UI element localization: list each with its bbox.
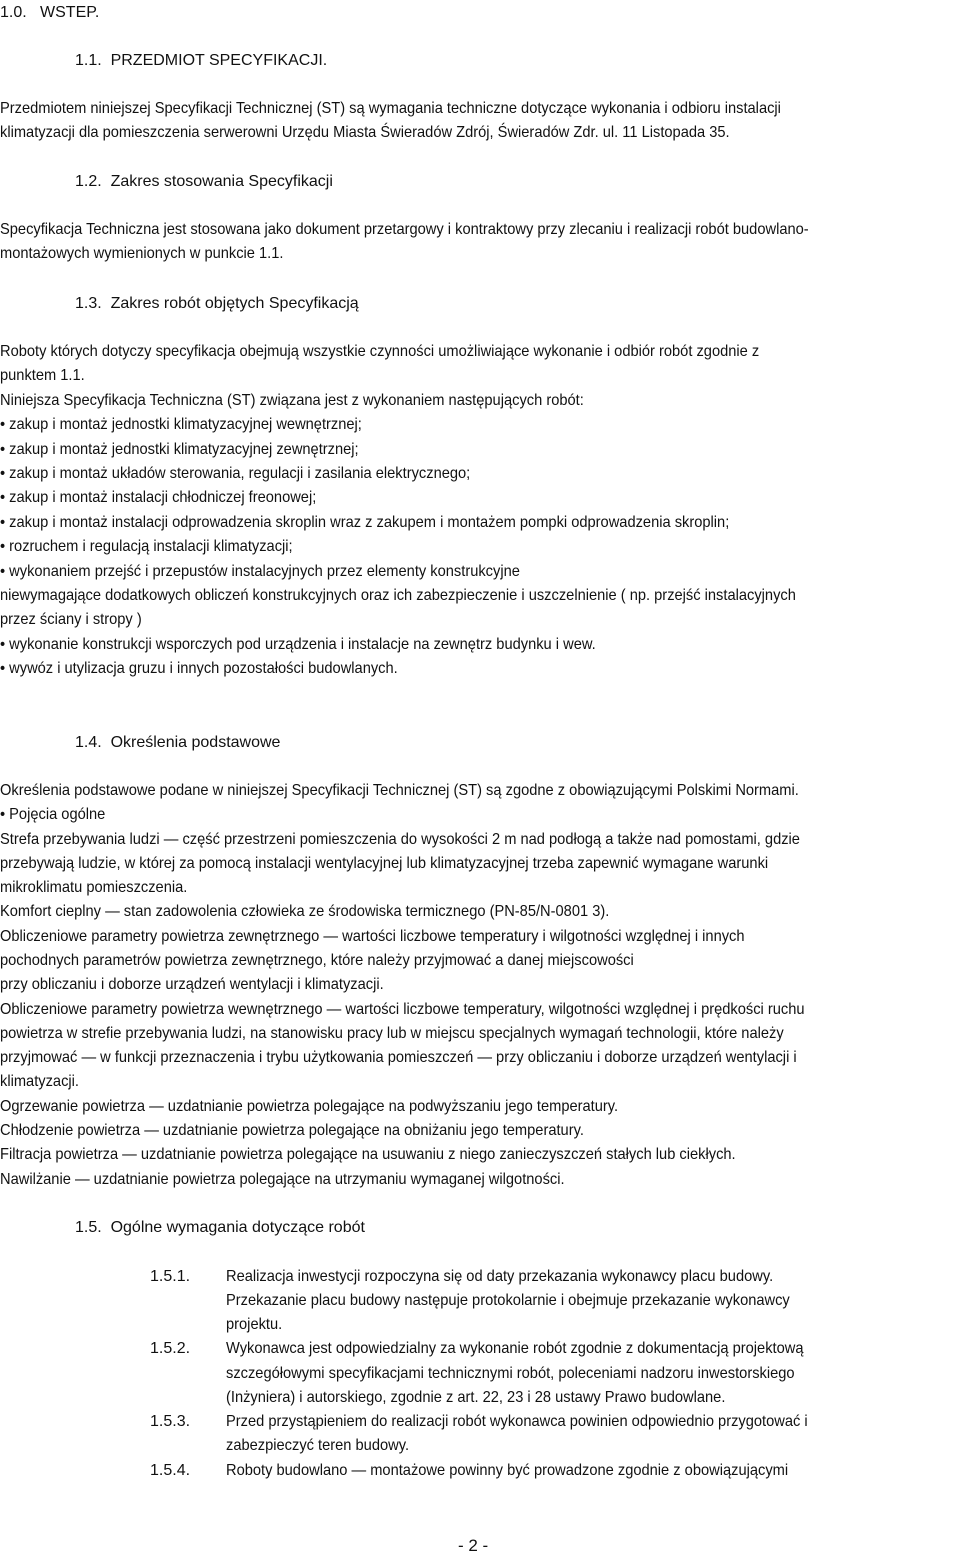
bullet-icon: • (0, 636, 6, 653)
section-title: Ogólne wymagania dotyczące robót (110, 1219, 365, 1236)
bullet-icon: • (0, 416, 6, 433)
section-number: 1.5. (75, 1219, 102, 1236)
paragraph-line: przez ściany i stropy ) (0, 611, 142, 628)
list-item: • zakup i montaż jednostki klimatyzacyjnej wewnętrznej; (0, 416, 362, 433)
definition-line: Komfort cieplny — stan zadowolenia człowieka ze środowiska termicznego (PN-85/N-0801 3). (0, 903, 610, 920)
definition-line: przyjmować — w funkcji przeznaczenia i trybu użytkowania pomieszczeń — przy obliczaniu i doborze urządzeń wentylacji i (0, 1049, 797, 1066)
list-item: • zakup i montaż układów sterowania, regulacji i zasilania elektrycznego; (0, 465, 471, 482)
paragraph-line: Określenia podstawowe podane w niniejszej Specyfikacji Technicznej (ST) są zgodne z obowiązującymi Polskimi Normami. (0, 782, 799, 799)
subsection-number: 1.5.2. (150, 1340, 191, 1357)
bullet-icon: • (0, 465, 6, 482)
subsection-line: Roboty budowlano — montażowe powinny być prowadzone zgodnie z obowiązującymi (226, 1462, 789, 1479)
section-1-3-heading (75, 294, 359, 314)
main-heading-title: WSTEP. (40, 4, 100, 21)
section-1-4-heading (75, 733, 280, 753)
section-1-1-heading (75, 51, 327, 71)
list-item: • Pojęcia ogólne (0, 806, 106, 823)
section-title: Zakres robót objętych Specyfikacją (110, 295, 359, 312)
bullet-icon: • (0, 514, 6, 531)
main-heading (0, 3, 99, 23)
section-title: Określenia podstawowe (110, 734, 281, 751)
definition-line: Obliczeniowe parametry powietrza zewnętrznego — wartości liczbowe temperatury i wilgotności względnej i innych (0, 928, 745, 945)
paragraph-line: montażowych wymienionych w punkcie 1.1. (0, 245, 284, 262)
paragraph-line: Roboty których dotyczy specyfikacja obejmują wszystkie czynności umożliwiające wykonanie i odbiór robót zgodnie z (0, 343, 760, 360)
subsection-number: 1.5.3. (150, 1413, 191, 1430)
bullet-icon: • (0, 441, 6, 458)
section-number: 1.3. (75, 295, 102, 312)
subsection-line: zabezpieczyć teren budowy. (226, 1437, 410, 1454)
paragraph-line: Specyfikacja Techniczna jest stosowana jako dokument przetargowy i kontraktowy przy zlecaniu i realizacji robót budowlano- (0, 221, 809, 238)
list-item: • wykonanie konstrukcji wsporczych pod urządzenia i instalacje na zewnętrz budynku i wew. (0, 636, 596, 653)
definition-line: Filtracja powietrza — uzdatnianie powietrza polegające na usuwaniu z niego zanieczyszczeń stałych lub ciekłych. (0, 1146, 736, 1163)
subsection-line: projektu. (226, 1316, 283, 1333)
subsection-line: (Inżyniera) i autorskiego, zgodnie z art. 22, 23 i 28 ustawy Prawo budowlane. (226, 1389, 726, 1406)
list-item: • zakup i montaż instalacji odprowadzenia skroplin wraz z zakupem i montażem pompki odprowadzenia skroplin; (0, 514, 730, 531)
subsection-line: szczegółowymi specyfikacjami technicznymi robót, poleceniami nadzoru inwestorskiego (226, 1365, 795, 1382)
bullet-icon: • (0, 538, 6, 555)
section-title: Zakres stosowania Specyfikacji (110, 173, 333, 190)
subsection-line: Przekazanie placu budowy następuje protokolarnie i obejmuje przekazanie wykonawcy (226, 1292, 790, 1309)
subsection-number: 1.5.4. (150, 1462, 191, 1479)
definition-line: przy obliczaniu i doborze urządzeń wentylacji i klimatyzacji. (0, 976, 384, 993)
subsection-number: 1.5.1. (150, 1268, 191, 1285)
section-1-5-heading (75, 1218, 365, 1238)
list-item: • wykonaniem przejść i przepustów instalacyjnych przez elementy konstrukcyjne (0, 563, 520, 580)
section-number: 1.1. (75, 52, 102, 69)
list-item: • rozruchem i regulacją instalacji klimatyzacji; (0, 538, 293, 555)
definition-line: mikroklimatu pomieszczenia. (0, 879, 188, 896)
main-heading-number: 1.0. (0, 4, 27, 21)
definition-line: Strefa przebywania ludzi — część przestrzeni pomieszczenia do wysokości 2 m nad podłogą a także nad pomostami, gdzie (0, 831, 800, 848)
definition-line: Obliczeniowe parametry powietrza wewnętrznego — wartości liczbowe temperatury, wilgotności względnej i prędkości ruchu (0, 1001, 805, 1018)
section-number: 1.2. (75, 173, 102, 190)
definition-line: Ogrzewanie powietrza — uzdatnianie powietrza polegające na podwyższaniu jego temperatury. (0, 1098, 619, 1115)
paragraph-line: klimatyzacji dla pomieszczenia serwerowni Urzędu Miasta Świeradów Zdrój, Świeradów Zdr. ul. 11 Listopada 35. (0, 124, 730, 141)
list-item: • zakup i montaż jednostki klimatyzacyjnej zewnętrznej; (0, 441, 359, 458)
definition-line: Nawilżanie — uzdatnianie powietrza polegające na utrzymaniu wymaganej wilgotności. (0, 1171, 565, 1188)
definition-line: Chłodzenie powietrza — uzdatnianie powietrza polegające na obniżaniu jego temperatury. (0, 1122, 584, 1139)
subsection-line: Przed przystąpieniem do realizacji robót wykonawca powinien odpowiednio przygotować i (226, 1413, 808, 1430)
definition-line: przebywają ludzie, w której za pomocą instalacji wentylacyjnej lub klimatyzacyjnej trzeba zapewnić wymagane warunki (0, 855, 769, 872)
definition-line: pochodnych parametrów powietrza zewnętrznego, które należy przyjmować a danej miejscowości (0, 952, 634, 969)
paragraph-line: Przedmiotem niniejszej Specyfikacji Technicznej (ST) są wymagania techniczne dotyczące wykonania i odbioru instalacji (0, 100, 781, 117)
list-item: • wywóz i utylizacja gruzu i innych pozostałości budowlanych. (0, 660, 398, 677)
bullet-icon: • (0, 563, 6, 580)
bullet-icon: • (0, 660, 6, 677)
section-1-2-heading (75, 172, 333, 192)
paragraph-line: punktem 1.1. (0, 367, 85, 384)
paragraph-line: niewymagające dodatkowych obliczeń konstrukcyjnych oraz ich zabezpieczenie i uszczelnienie ( np. przejść instalacyjnych (0, 587, 796, 604)
subsection-line: Realizacja inwestycji rozpoczyna się od daty przekazania wykonawcy placu budowy. (226, 1268, 774, 1285)
list-item: • zakup i montaż instalacji chłodniczej freonowej; (0, 489, 317, 506)
section-number: 1.4. (75, 734, 102, 751)
definition-line: powietrza w strefie przebywania ludzi, na stanowisku pracy lub w miejscu specjalnych wymagań technologii, które należy (0, 1025, 784, 1042)
page-number: - 2 - (458, 1536, 489, 1555)
paragraph-line: Niniejsza Specyfikacja Techniczna (ST) związana jest z wykonaniem następujących robót: (0, 392, 584, 409)
bullet-icon: • (0, 806, 6, 823)
bullet-icon: • (0, 489, 6, 506)
section-title: PRZEDMIOT SPECYFIKACJI. (110, 52, 328, 69)
definition-line: klimatyzacji. (0, 1073, 79, 1090)
subsection-line: Wykonawca jest odpowiedzialny za wykonanie robót zgodnie z dokumentacją projektową (226, 1340, 804, 1357)
